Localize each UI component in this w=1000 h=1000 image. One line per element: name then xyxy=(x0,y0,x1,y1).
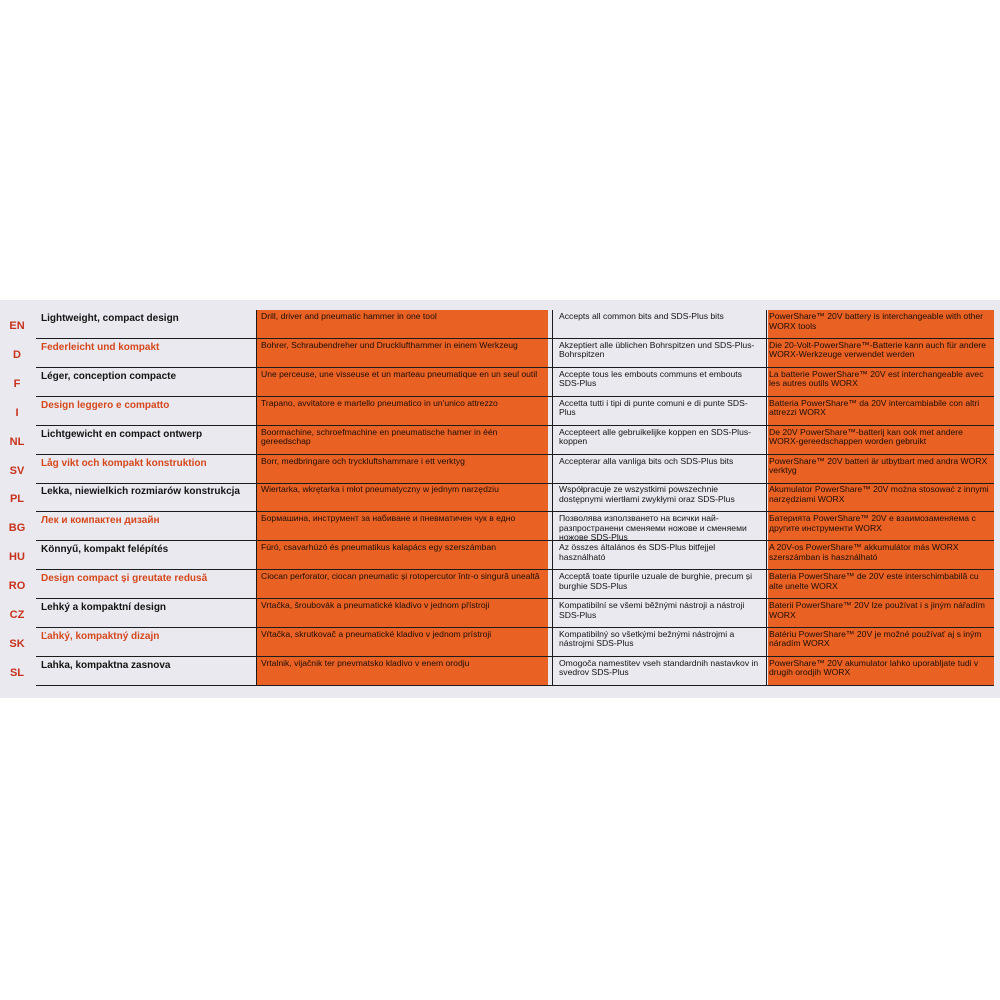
bit-compatibility-cell: Accetta tutti i tipi di punte comuni e di punte SDS-Plus xyxy=(559,398,748,418)
table-row xyxy=(36,570,994,599)
tool-function-cell: Бормашина, инструмент за набиване и пневматичен чук в едно xyxy=(261,514,516,524)
table-row xyxy=(36,339,994,368)
language-code: PL xyxy=(9,493,25,506)
tool-function-cell: Ciocan perforator, ciocan pneumatic și rotopercutor într-o singură unealtă xyxy=(261,572,540,582)
language-code: EN xyxy=(9,320,25,332)
feature-cell: Federleicht und kompakt xyxy=(41,341,160,353)
language-code-column xyxy=(0,310,34,686)
tool-function-cell: Borr, medbringare och tryckluftshammare i ett verktyg xyxy=(261,456,465,466)
battery-cell: De 20V PowerShare™-batterij kan ook met andere WORX-gereedschappen worden gebruikt xyxy=(769,427,963,447)
battery-cell: Batteria PowerShare™ da 20V intercambiabile con altri attrezzi WORX xyxy=(769,398,980,418)
battery-cell: La batterie PowerShare™ 20V est interchangeable avec les autres outils WORX xyxy=(769,369,984,389)
battery-cell: PowerShare™ 20V battery is interchangeable with other WORX tools xyxy=(769,312,984,331)
battery-cell: Bateria PowerShare™ de 20V este interschimbabilă cu alte unelte WORX xyxy=(769,572,979,591)
table-row xyxy=(36,368,994,397)
feature-cell: Könnyű, kompakt felépítés xyxy=(41,544,169,556)
feature-cell: Léger, conception compacte xyxy=(41,370,177,382)
tool-function-cell: Bohrer, Schraubendreher und Drucklufthammer in einem Werkzeug xyxy=(261,340,518,350)
bit-compatibility-cell: Accepts all common bits and SDS-Plus bits xyxy=(559,312,724,321)
tool-function-cell: Une perceuse, une visseuse et un marteau pneumatique en un seul outil xyxy=(261,369,538,379)
feature-cell: Lightweight, compact design xyxy=(41,313,179,324)
feature-cell: Lichtgewicht en compact ontwerp xyxy=(41,428,203,440)
feature-cell: Lahka, kompaktna zasnova xyxy=(41,659,171,671)
tool-function-cell: Drill, driver and pneumatic hammer in one tool xyxy=(261,312,437,321)
battery-cell: Akumulator PowerShare™ 20V można stosować z innymi narzędziami WORX xyxy=(769,485,989,504)
table-row xyxy=(36,657,994,686)
language-code: CZ xyxy=(9,609,25,621)
table-row xyxy=(36,541,994,570)
bit-compatibility-cell: Accepteert alle gebruikelijke koppen en SDS-Plus-koppen xyxy=(559,427,752,447)
battery-cell: PowerShare™ 20V akumulator lahko uporabljate tudi v drugih orodjih WORX xyxy=(769,658,979,678)
bit-compatibility-cell: Kompatibilný so všetkými bežnými nástrojmi a nástrojmi SDS-Plus xyxy=(559,629,735,649)
language-code: SK xyxy=(9,637,25,650)
feature-comparison-table xyxy=(36,310,994,686)
feature-cell: Design compact și greutate redusă xyxy=(41,573,208,585)
language-code: NL xyxy=(9,435,25,448)
bit-compatibility-cell: Az összes általános és SDS-Plus bitfejjel használható xyxy=(559,543,716,562)
table-row xyxy=(36,628,994,657)
feature-cell: Låg vikt och kompakt konstruktion xyxy=(41,457,207,469)
bit-compatibility-cell: Kompatibilní se všemi běžnými nástroji a nástroji SDS-Plus xyxy=(559,601,745,620)
feature-cell: Lekka, niewielkich rozmiarów konstrukcja xyxy=(41,486,240,498)
battery-cell: Batériu PowerShare™ 20V je možné používať aj s iným náradím WORX xyxy=(769,629,982,649)
table-row xyxy=(36,397,994,426)
language-code: SL xyxy=(9,666,25,679)
language-code: D xyxy=(13,348,21,361)
table-row xyxy=(36,455,994,484)
language-code: SV xyxy=(9,464,25,477)
language-code: HU xyxy=(9,551,25,564)
feature-cell: Lehký a kompaktní design xyxy=(41,602,167,613)
language-code: BG xyxy=(8,522,26,535)
tool-function-cell: Vrtačka, šroubovák a pneumatické kladivo v jednom přístroji xyxy=(261,601,490,610)
bit-compatibility-cell: Позволява използването на всички най-разпространени сменяеми ножове и сменяеми ножове SDS-Plus xyxy=(559,514,747,543)
bit-compatibility-cell: Accepterar alla vanliga bits och SDS-Plus bits xyxy=(559,456,734,466)
feature-cell: Design leggero e compatto xyxy=(41,399,170,411)
bit-compatibility-cell: Accepte tous les embouts communs et embouts SDS-Plus xyxy=(559,369,742,389)
bit-compatibility-cell: Acceptă toate tipurile uzuale de burghie, precum și burghie SDS-Plus xyxy=(559,572,752,591)
tool-function-cell: Fúró, csavarhúzó és pneumatikus kalapács egy szerszámban xyxy=(261,543,497,553)
battery-cell: Батерията PowerShare™ 20V е взаимозаменяема с другите инструменти WORX xyxy=(769,514,976,533)
tool-function-cell: Wiertarka, wkrętarka i młot pneumatyczny w jednym narzędziu xyxy=(261,485,499,495)
bit-compatibility-cell: Akzeptiert alle üblichen Bohrspitzen und SDS-Plus-Bohrspitzen xyxy=(559,340,755,360)
table-row xyxy=(36,599,994,628)
feature-cell: Ľahký, kompaktný dizajn xyxy=(41,630,160,642)
table-row xyxy=(36,512,994,541)
table-row xyxy=(36,310,994,339)
language-code: RO xyxy=(8,580,26,593)
language-code: F xyxy=(13,377,21,390)
bit-compatibility-cell: Współpracuje ze wszystkimi powszechnie dostępnymi wiertłami zwykłymi oraz SDS-Plus xyxy=(559,485,735,504)
battery-cell: Baterii PowerShare™ 20V lze používat i s jiným nářadím WORX xyxy=(769,601,985,620)
bit-compatibility-cell: Omogoča namestitev vseh standardnih nastavkov in svedrov SDS-Plus xyxy=(559,658,759,678)
tool-function-cell: Boormachine, schroefmachine en pneumatische hamer in één gereedschap xyxy=(261,427,498,447)
battery-cell: PowerShare™ 20V batteri är utbytbart med andra WORX verktyg xyxy=(769,456,988,476)
table-row xyxy=(36,426,994,455)
feature-cell: Лек и компактен дизайн xyxy=(41,515,160,527)
battery-cell: Die 20-Volt-PowerShare™-Batterie kann auch für andere WORX-Werkzeuge verwendet werden xyxy=(769,340,986,360)
table-row xyxy=(36,483,994,512)
tool-function-cell: Vrtalnik, vijačnik ter pnevmatsko kladivo v enem orodju xyxy=(261,658,470,668)
tool-function-cell: Trapano, avvitatore e martello pneumatico in un'unico attrezzo xyxy=(261,398,498,408)
battery-cell: A 20V-os PowerShare™ akkumulátor más WORX szerszámban is használható xyxy=(769,543,959,562)
tool-function-cell: Vŕtačka, skrutkovač a pneumatické kladivo v jednom prístroji xyxy=(261,629,492,639)
language-code: I xyxy=(15,406,19,419)
